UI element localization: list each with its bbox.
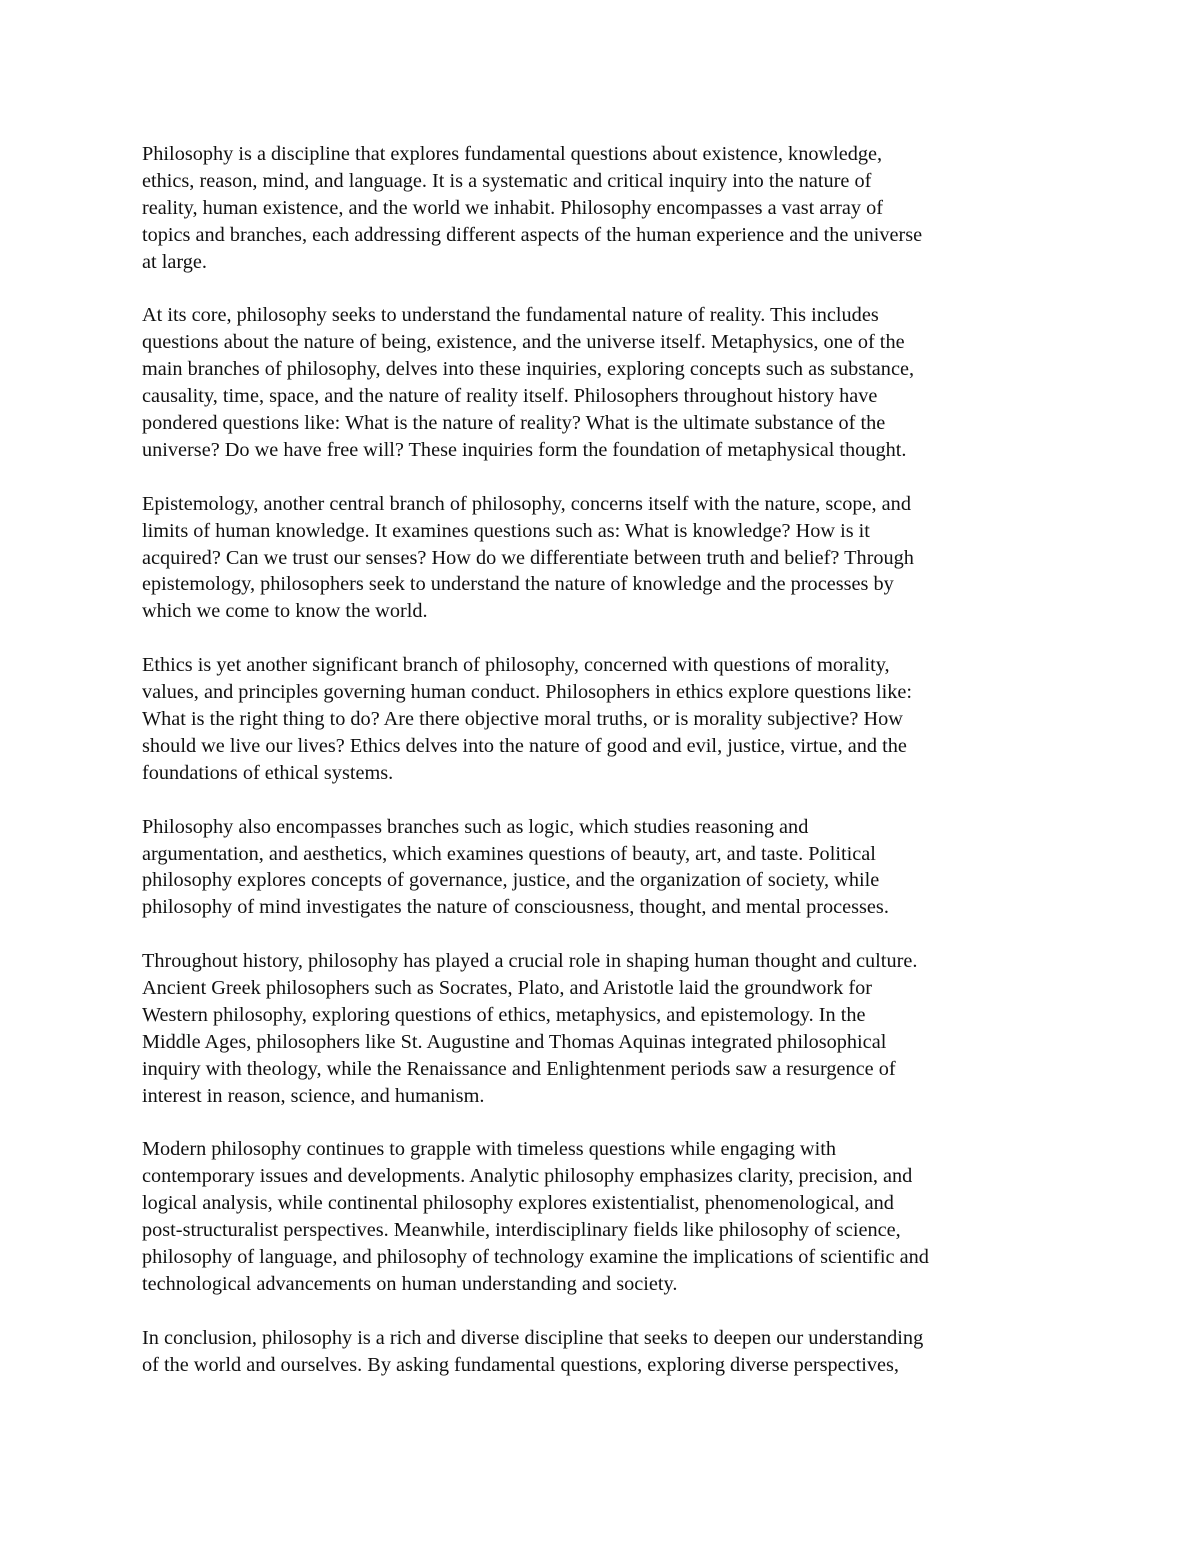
paragraph-modern-philosophy [142,1136,1072,1297]
text-line: Throughout history, philosophy has played a crucial role in shaping human thought and culture. [142,950,918,973]
text-line: inquiry with theology, while the Renaissance and Enlightenment periods saw a resurgence of [142,1057,896,1080]
text-line: At its core, philosophy seeks to understand the fundamental nature of reality. This includes [142,304,879,327]
text-line: Epistemology, another central branch of philosophy, concerns itself with the nature, scope, and [142,492,911,515]
paragraph-metaphysics [142,302,1072,463]
text-line: interest in reason, science, and humanism. [142,1084,485,1107]
paragraph-history [142,948,1072,1109]
text-line: contemporary issues and developments. Analytic philosophy emphasizes clarity, precision, and [142,1165,913,1188]
text-line: causality, time, space, and the nature of reality itself. Philosophers throughout history have [142,385,878,408]
text-line: should we live our lives? Ethics delves into the nature of good and evil, justice, virtue, and the [142,734,907,757]
text-line: In conclusion, philosophy is a rich and diverse discipline that seeks to deepen our understanding [142,1326,924,1349]
text-line: epistemology, philosophers seek to understand the nature of knowledge and the processes by [142,573,894,596]
text-line: philosophy of mind investigates the nature of consciousness, thought, and mental processes. [142,896,889,919]
text-line: pondered questions like: What is the nature of reality? What is the ultimate substance of the [142,412,886,435]
text-line: Philosophy is a discipline that explores fundamental questions about existence, knowledge, [142,143,883,165]
paragraph-ethics [142,652,1072,787]
paragraph-other-branches [142,814,1072,922]
text-line: acquired? Can we trust our senses? How do we differentiate between truth and belief? Through [142,546,914,569]
text-line: universe? Do we have free will? These inquiries form the foundation of metaphysical thought. [142,438,907,461]
text-line: of the world and ourselves. By asking fundamental questions, exploring diverse perspectives, [142,1353,899,1376]
text-line: foundations of ethical systems. [142,761,394,784]
document-body [142,141,1072,1405]
text-line: reality, human existence, and the world we inhabit. Philosophy encompasses a vast array of [142,196,883,219]
text-line: topics and branches, each addressing different aspects of the human experience and the universe [142,223,923,246]
text-line: ethics, reason, mind, and language. It is a systematic and critical inquiry into the nature of [142,169,872,192]
paragraph-introduction [142,141,1072,276]
paragraph-epistemology [142,491,1072,626]
text-line: Ethics is yet another significant branch of philosophy, concerned with questions of morality, [142,654,890,677]
text-line: Philosophy also encompasses branches such as logic, which studies reasoning and [142,815,809,838]
text-line: philosophy of language, and philosophy of technology examine the implications of scientific and [142,1246,929,1269]
text-line: Middle Ages, philosophers like St. Augustine and Thomas Aquinas integrated philosophical [142,1030,887,1053]
text-line: Modern philosophy continues to grapple with timeless questions while engaging with [142,1138,836,1161]
paragraph-conclusion [142,1325,1072,1379]
text-line: logical analysis, while continental philosophy explores existentialist, phenomenological, and [142,1192,894,1215]
text-line: main branches of philosophy, delves into these inquiries, exploring concepts such as substance, [142,358,915,381]
text-line: which we come to know the world. [142,600,428,623]
text-line: post-structuralist perspectives. Meanwhile, interdisciplinary fields like philosophy of science, [142,1219,901,1242]
text-line: Western philosophy, exploring questions of ethics, metaphysics, and epistemology. In the [142,1003,866,1026]
text-line: at large. [142,250,207,273]
text-line: limits of human knowledge. It examines questions such as: What is knowledge? How is it [142,519,870,542]
text-line: technological advancements on human understanding and society. [142,1272,678,1295]
text-line: values, and principles governing human conduct. Philosophers in ethics explore questions like: [142,681,912,704]
text-line: philosophy explores concepts of governance, justice, and the organization of society, while [142,869,880,892]
text-line: What is the right thing to do? Are there objective moral truths, or is morality subjective? How [142,707,903,730]
text-line: questions about the nature of being, existence, and the universe itself. Metaphysics, one of the [142,331,905,354]
text-line: Ancient Greek philosophers such as Socrates, Plato, and Aristotle laid the groundwork for [142,977,872,1000]
text-line: argumentation, and aesthetics, which examines questions of beauty, art, and taste. Political [142,842,876,865]
